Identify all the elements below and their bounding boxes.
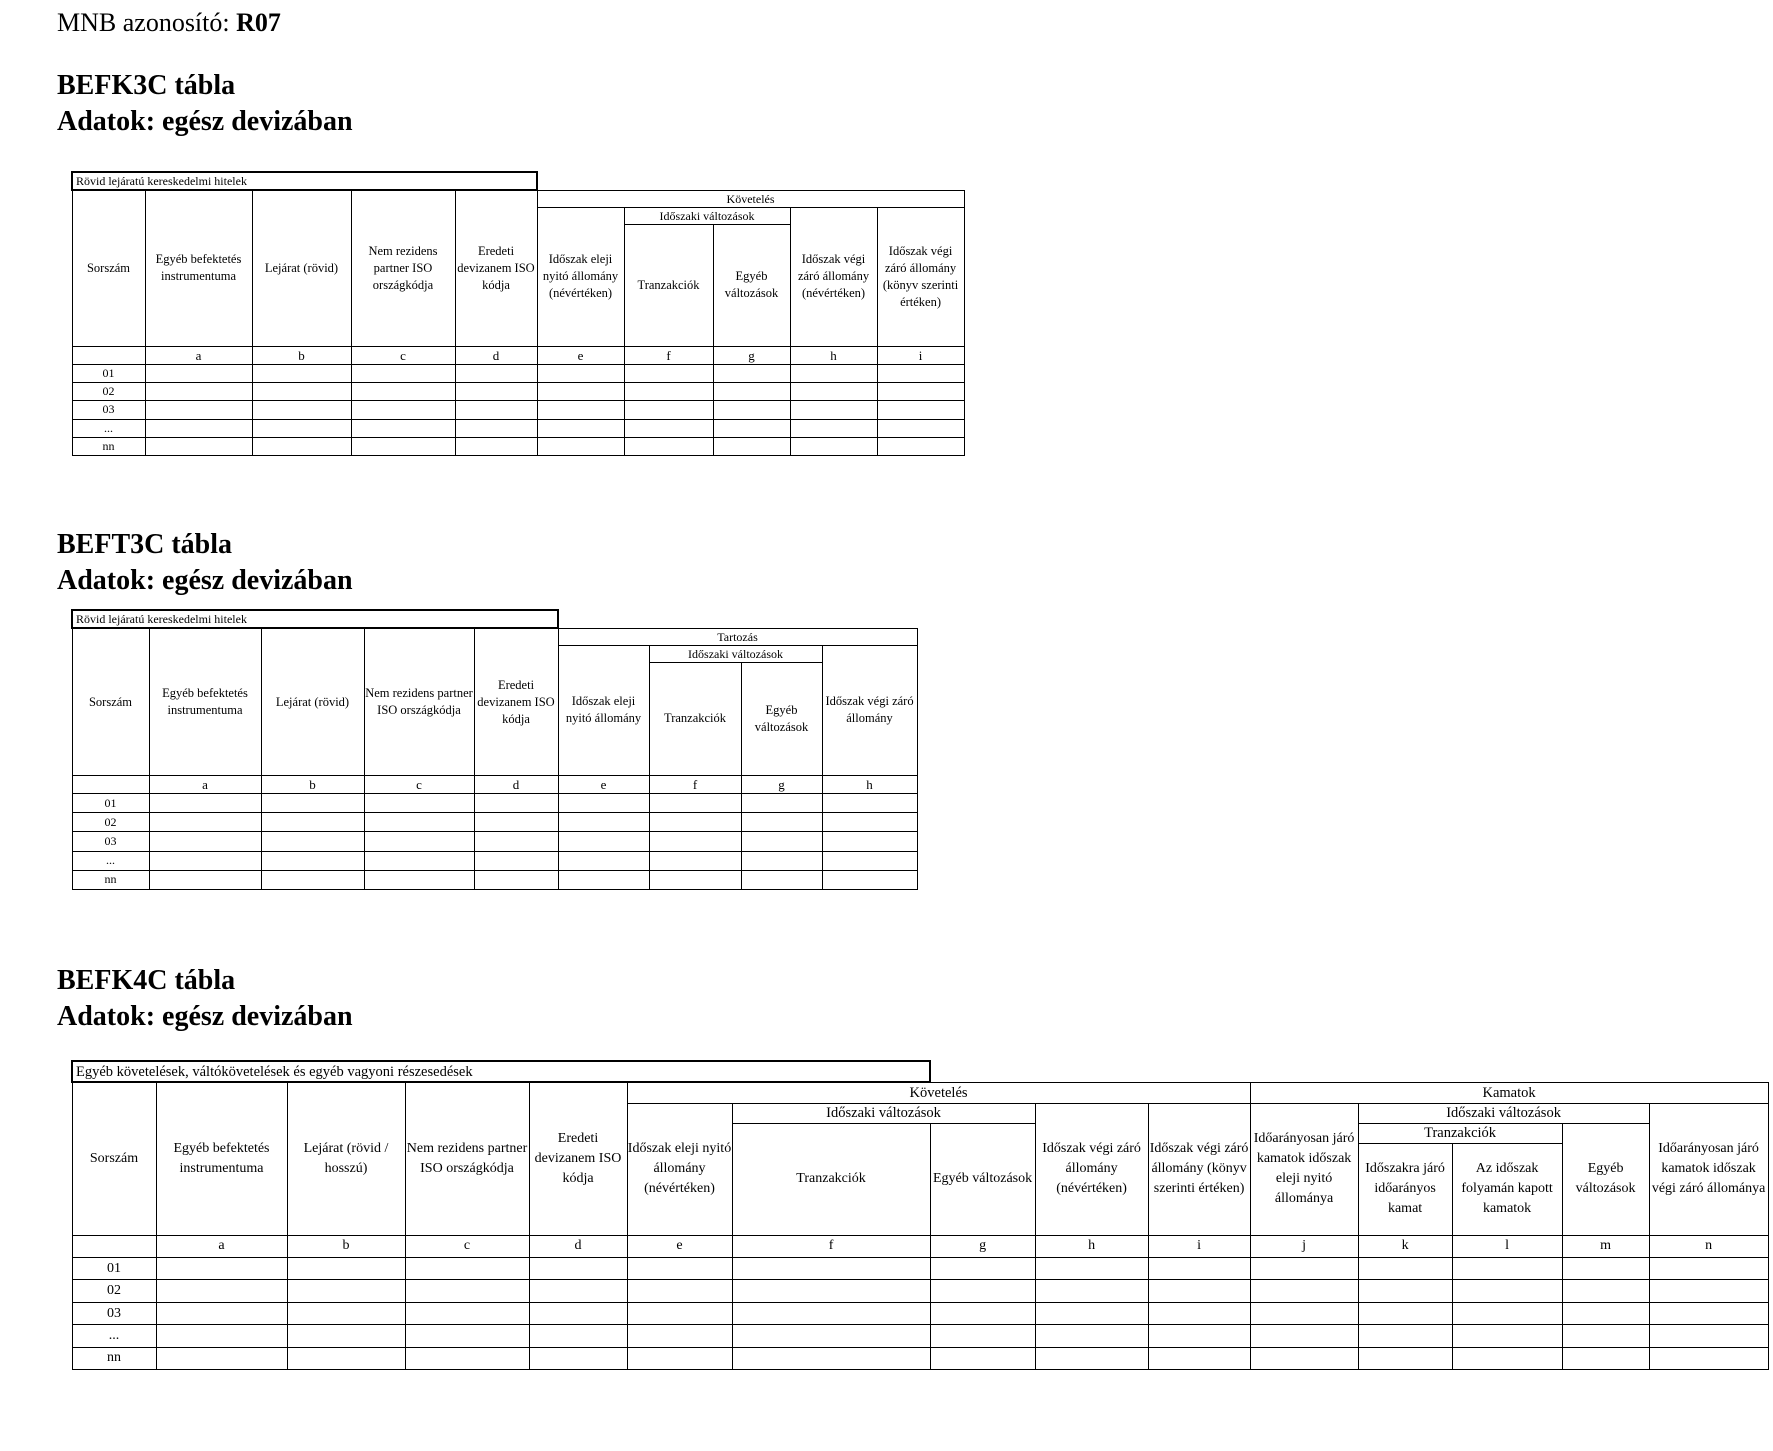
table-beft3c xyxy=(71,609,918,890)
table-row xyxy=(72,437,964,455)
mnb-label: MNB azonosító: xyxy=(57,8,230,37)
table3-col-d: Eredeti devizanem ISO kódja xyxy=(529,1082,627,1235)
table2-col-c: Nem rezidens partner ISO országkódja xyxy=(364,628,474,775)
table2-letter: b xyxy=(261,775,364,793)
row-number: ... xyxy=(72,1325,156,1347)
row-number: 03 xyxy=(72,832,149,851)
row-number: 02 xyxy=(72,813,149,832)
table3-letter: g xyxy=(930,1235,1035,1257)
table3-col-sorszam: Sorszám xyxy=(72,1082,156,1235)
table3-letter: h xyxy=(1035,1235,1148,1257)
table2-col-sorszam: Sorszám xyxy=(72,628,149,775)
table2-letter: h xyxy=(822,775,917,793)
table3-col-m: Egyéb változások xyxy=(1562,1123,1649,1235)
table-row xyxy=(72,794,917,813)
table3-subgroup2: Időszaki változások xyxy=(1358,1103,1649,1123)
table2-letter: c xyxy=(364,775,474,793)
table1-letter: f xyxy=(624,346,713,364)
table-row xyxy=(72,1258,1768,1280)
row-number: ... xyxy=(72,419,145,437)
row-number: 02 xyxy=(72,383,145,401)
table2-col-a: Egyéb befektetés instrumentuma xyxy=(149,628,261,775)
table3-letter: e xyxy=(627,1235,732,1257)
table3-letter: i xyxy=(1148,1235,1250,1257)
table1-col-f: Tranzakciók xyxy=(624,225,713,347)
table3-col-c: Nem rezidens partner ISO országkódja xyxy=(405,1082,529,1235)
table3-letter: a xyxy=(156,1235,287,1257)
table3-subsub2: Tranzakciók xyxy=(1358,1123,1562,1143)
table1-section: Rövid lejáratú kereskedelmi hitelek xyxy=(72,172,537,190)
table3-letter: b xyxy=(287,1235,405,1257)
table3-group: Követelés xyxy=(627,1082,1250,1103)
row-number: 02 xyxy=(72,1280,156,1302)
table1-col-sorszam: Sorszám xyxy=(72,190,145,346)
table1-letter: g xyxy=(713,346,790,364)
table2-unit: Adatok: egész devizában xyxy=(57,565,353,596)
row-number: 01 xyxy=(72,1258,156,1280)
table2-section: Rövid lejáratú kereskedelmi hitelek xyxy=(72,610,558,628)
row-number: nn xyxy=(72,870,149,889)
table-befk3c xyxy=(71,171,965,456)
table1-letter: d xyxy=(455,346,537,364)
table1-letter: a xyxy=(145,346,252,364)
table3-group2: Kamatok xyxy=(1250,1082,1768,1103)
table-row xyxy=(72,1347,1768,1369)
table3-unit: Adatok: egész devizában xyxy=(57,1001,353,1032)
table2-subgroup: Időszaki változások xyxy=(649,645,822,662)
table3-col-h: Időszak végi záró állomány (névértéken) xyxy=(1035,1103,1148,1235)
table2-group: Tartozás xyxy=(558,628,917,645)
table1-col-b: Lejárat (rövid) xyxy=(252,190,351,346)
table1-letter: c xyxy=(351,346,455,364)
table3-title: BEFK4C tábla xyxy=(57,965,236,996)
table3-col-b: Lejárat (rövid / hosszú) xyxy=(287,1082,405,1235)
table2-col-b: Lejárat (rövid) xyxy=(261,628,364,775)
table-befk4c xyxy=(71,1060,1769,1370)
table1-col-h: Időszak végi záró állomány (névértéken) xyxy=(790,207,877,346)
table2-letter: e xyxy=(558,775,649,793)
table3-subgroup: Időszaki változások xyxy=(732,1103,1035,1123)
row-number: 01 xyxy=(72,364,145,382)
table1-col-g: Egyéb változások xyxy=(713,225,790,347)
table3-letter: d xyxy=(529,1235,627,1257)
table2-col-f: Tranzakciók xyxy=(649,662,741,775)
table3-col-f: Tranzakciók xyxy=(732,1123,930,1235)
table2-col-h: Időszak végi záró állomány xyxy=(822,645,917,775)
table1-letter: i xyxy=(877,346,964,364)
mnb-id: R07 xyxy=(236,8,281,37)
table2-letter: f xyxy=(649,775,741,793)
table3-col-e: Időszak eleji nyitó állomány (névértéken) xyxy=(627,1103,732,1235)
table3-col-a: Egyéb befektetés instrumentuma xyxy=(156,1082,287,1235)
table1-col-d: Eredeti devizanem ISO kódja xyxy=(455,190,537,346)
table2-letter: a xyxy=(149,775,261,793)
table-row xyxy=(72,1325,1768,1347)
table3-letter: n xyxy=(1649,1235,1768,1257)
table1-letter: e xyxy=(537,346,624,364)
table-row xyxy=(72,419,964,437)
table3-letter: c xyxy=(405,1235,529,1257)
table3-letter: k xyxy=(1358,1235,1452,1257)
row-number: 03 xyxy=(72,1302,156,1324)
table3-letter: j xyxy=(1250,1235,1358,1257)
mnb-identifier xyxy=(57,8,281,38)
row-number: nn xyxy=(72,1347,156,1369)
table3-col-l: Az időszak folyamán kapott kamatok xyxy=(1452,1144,1562,1236)
table1-col-e: Időszak eleji nyitó állomány (névértéken) xyxy=(537,207,624,346)
table-row xyxy=(72,401,964,419)
table3-col-g: Egyéb változások xyxy=(930,1123,1035,1235)
table2-letter: g xyxy=(741,775,822,793)
table1-letter: b xyxy=(252,346,351,364)
table3-col-i: Időszak végi záró állomány (könyv szerinti értéken) xyxy=(1148,1103,1250,1235)
table3-letter: l xyxy=(1452,1235,1562,1257)
table-row xyxy=(72,870,917,889)
table2-letter: d xyxy=(474,775,558,793)
table3-letter: f xyxy=(732,1235,930,1257)
table2-title: BEFT3C tábla xyxy=(57,529,233,560)
row-number: ... xyxy=(72,851,149,870)
table-row xyxy=(72,813,917,832)
table2-col-e: Időszak eleji nyitó állomány xyxy=(558,645,649,775)
table1-subgroup: Időszaki változások xyxy=(624,207,790,224)
table1-letter: h xyxy=(790,346,877,364)
table-row xyxy=(72,364,964,382)
table3-section: Egyéb követelések, váltókövetelések és egyéb vagyoni részesedések xyxy=(72,1061,930,1082)
table3-col-n: Időarányosan járó kamatok időszak végi záró állománya xyxy=(1649,1103,1768,1235)
row-number: 01 xyxy=(72,794,149,813)
table1-col-c: Nem rezidens partner ISO országkódja xyxy=(351,190,455,346)
table1-title: BEFK3C tábla xyxy=(57,70,236,101)
row-number: 03 xyxy=(72,401,145,419)
table1-col-a: Egyéb befektetés instrumentuma xyxy=(145,190,252,346)
table1-unit: Adatok: egész devizában xyxy=(57,106,353,137)
table2-col-d: Eredeti devizanem ISO kódja xyxy=(474,628,558,775)
table3-letter: m xyxy=(1562,1235,1649,1257)
table-row xyxy=(72,383,964,401)
table1-group: Követelés xyxy=(537,190,964,207)
table-row xyxy=(72,851,917,870)
table1-col-i: Időszak végi záró állomány (könyv szerinti értéken) xyxy=(877,207,964,346)
table3-col-k: Időszakra járó időarányos kamat xyxy=(1358,1144,1452,1236)
row-number: nn xyxy=(72,437,145,455)
table-row xyxy=(72,832,917,851)
table-row xyxy=(72,1302,1768,1324)
table-row xyxy=(72,1280,1768,1302)
table2-col-g: Egyéb változások xyxy=(741,662,822,775)
table3-col-j: Időarányosan járó kamatok időszak eleji nyitó állománya xyxy=(1250,1103,1358,1235)
